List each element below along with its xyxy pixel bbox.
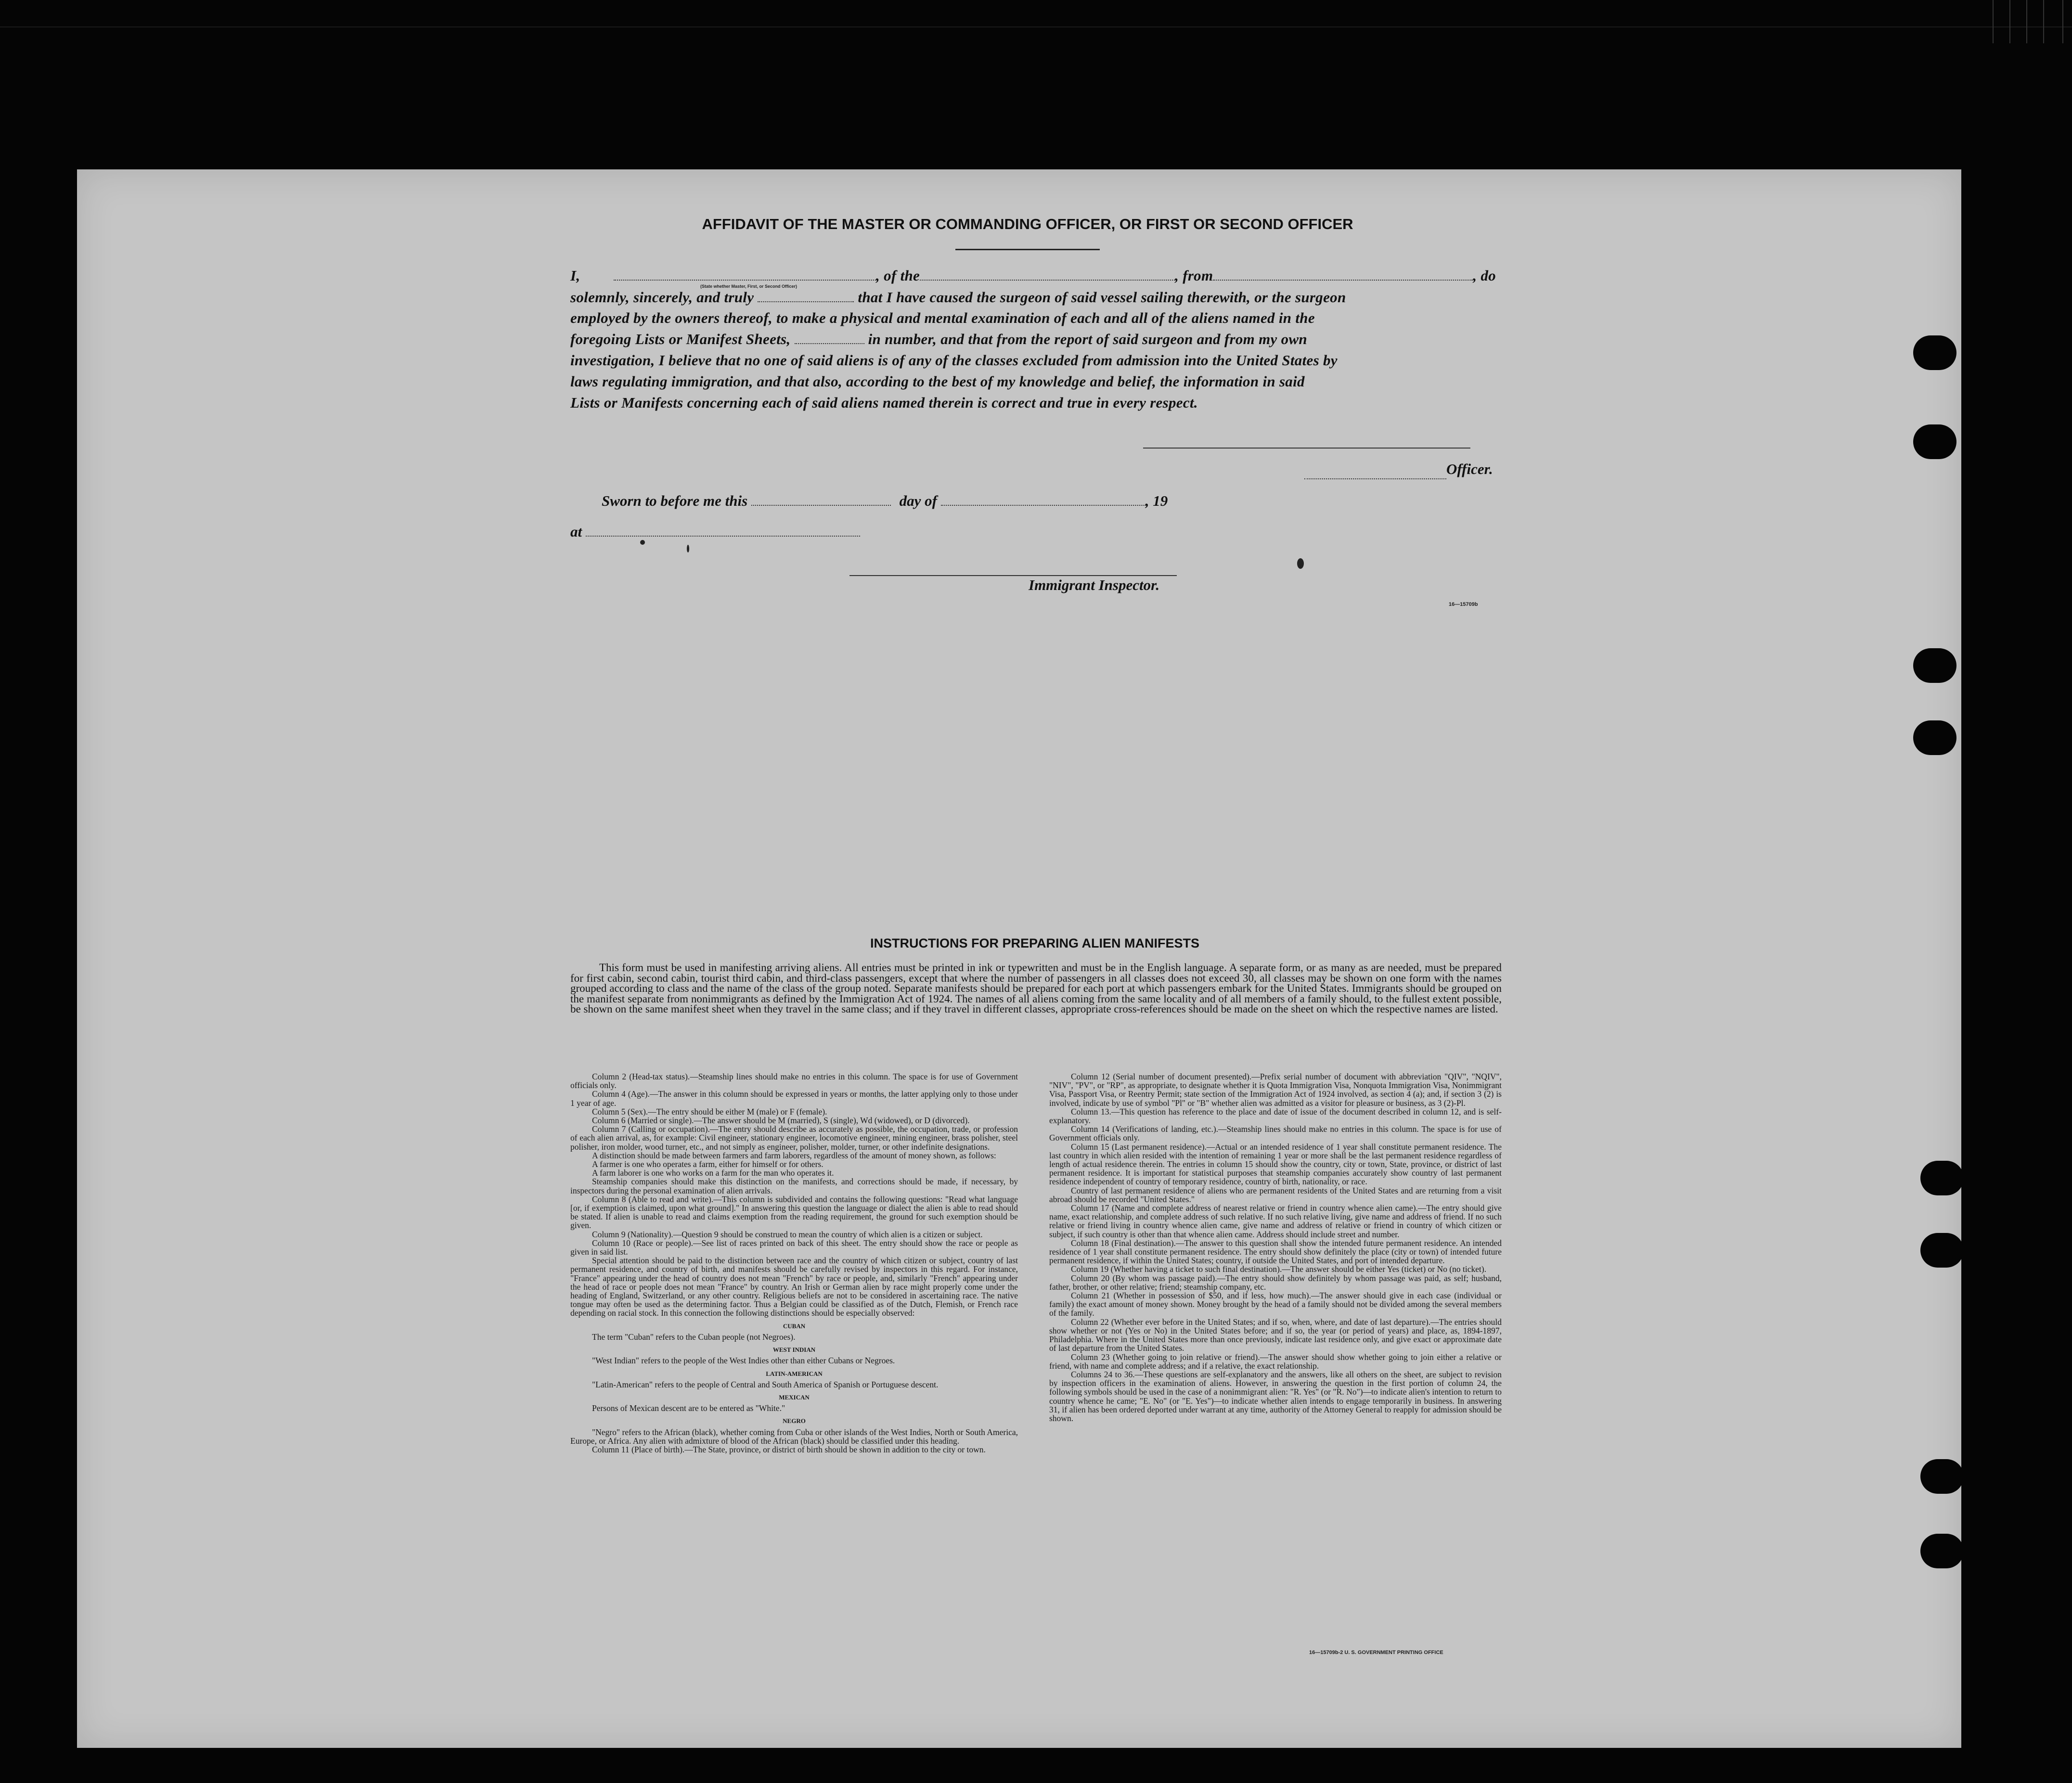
at-line [570, 523, 860, 540]
column-4-instruction: Column 4 (Age).—The answer in this column should be expressed in years or months, the latter applying only to those under 1 year of age. [570, 1089, 1018, 1108]
column-13-instruction: Column 13.—This question has reference to the place and date of issue of the document described in column 12, and is self-explanatory. [1049, 1106, 1502, 1126]
oath-blank [758, 291, 854, 302]
negro-definition: "Negro" refers to the African (black), whether coming from Cuba or other islands of the West Indies, North or South America, Europe, or Africa. Any alien with admixture of blood of the African (black) should be classified under this heading. [570, 1427, 1018, 1446]
affidavit-line-2 [570, 289, 1499, 306]
vessel-name-blank [920, 269, 1175, 281]
binder-hole [1913, 648, 1956, 683]
scan-edge-line [2062, 0, 2063, 43]
binder-hole [1920, 1534, 1964, 1568]
column-21-instruction: Column 21 (Whether in possession of $50, and if less, how much).—The answer should give in each case (individual or family) the exact amount of money shown. Money brought by the head of a family should not be divided among the several members of the family. [1049, 1291, 1502, 1318]
steamship-distinction: Steamship companies should make this distinction on the manifests, and corrections should be made, if necessary, by inspectors during the personal examination of alien arrivals. [570, 1177, 1018, 1195]
mexican-heading: MEXICAN [779, 1393, 810, 1401]
scan-edge-line [2026, 0, 2027, 43]
west-indian-definition: "West Indian" refers to the people of the West Indies other than either Cubans or Negroes. [592, 1356, 895, 1366]
officer-label: Officer. [1446, 461, 1493, 477]
column-12-instruction: Column 12 (Serial number of document presented).—Prefix serial number of document with abbreviation "QIV", "NQIV", "NIV", "PV", or "RP", as appropriate, to designate whether it is Quota Immigration Visa, Nonquota Immigration Visa, Nonimmigrant Visa, Passport Visa, or Reentry Permit; state section of the Immigration Act of 1924 involved, as section 4 (a); and, if section 3 (2) is involved, indicate by use of symbol "Pl" or "B" whether alien was admitted as a visitor for pleasure or business, as 3 (2)-Pl. [1049, 1072, 1502, 1108]
column-19-instruction: Column 19 (Whether having a ticket to such final destination).—The answer should be either Yes (ticket) or No (no ticket). [1071, 1264, 1487, 1274]
mexican-definition: Persons of Mexican descent are to be entered as "White." [592, 1403, 785, 1413]
scan-edge-line [2009, 0, 2010, 43]
negro-heading: NEGRO [783, 1417, 806, 1425]
farmer-definition: A farmer is one who operates a farm, either for himself or for others. [592, 1159, 824, 1169]
column-14-instruction: Column 14 (Verifications of landing, etc.).—Steamship lines should make no entries in this column. The space is for use of Government officials only. [1049, 1124, 1502, 1143]
column-18-instruction: Column 18 (Final destination).—The answer to this question shall show the intended future permanent residence. An intended residence of 1 year shall constitute permanent residence. The entry should show definitely the place (city or town) of intended future permanent residence, if within the United States; country, if outside the United States, and port of intended departure. [1049, 1238, 1502, 1266]
printing-office-code: 16—15709b-2 U. S. GOVERNMENT PRINTING OFFICE [1309, 1650, 1443, 1655]
columns-24-36-instruction: Columns 24 to 36.—These questions are self-explanatory and the answers, like all others on the sheet, are subject to revision by inspection officers in the examination of aliens. However, in answering the question in the first portion of column 24, the following symbols should be used in the case of a nonimmigrant alien: "R. Yes" (or "R. No")—to indicate alien's intention to return to country whence he came; "E. No" (or "E. Yes")—to indicate whether alien intends to engage temporarily in business. In answering 31, if alien has been ordered deported under warrant at any time, authority of the Attorney General to reapply for admission should be shown. [1049, 1369, 1502, 1423]
affidavit-text: , of the [876, 267, 920, 284]
ink-speck [1297, 558, 1304, 569]
latin-american-definition: "Latin-American" refers to the people of Central and South America of Spanish or Portuguese descent. [592, 1379, 939, 1389]
affidavit-text: , 19 [1145, 492, 1168, 509]
instructions-left-column [570, 1072, 1018, 1650]
cuban-definition: The term "Cuban" refers to the Cuban people (not Negroes). [592, 1332, 796, 1342]
binder-hole [1913, 335, 1956, 370]
column-9-instruction: Column 9 (Nationality).—Question 9 should be construed to mean the country of which alien is a citizen or subject. [592, 1229, 983, 1239]
port-blank [1213, 269, 1473, 281]
affidavit-title: AFFIDAVIT OF THE MASTER OR COMMANDING OFFICER, OR FIRST OR SECOND OFFICER [702, 216, 1353, 232]
affidavit-line-7: Lists or Manifests concerning each of said aliens named therein is correct and true in every respect. [570, 394, 1198, 411]
race-distinction: Special attention should be paid to the distinction between race and the country of which citizen or subject, country of last permanent residence, and country of birth, and manifests should be carefully revised by inspectors in this regard. For instance, "France" appearing under the head of country does not mean "French" by race or people, and, similarly "French" appearing under the head of race or people does not mean "France" by country. An Irish or German alien by race might properly come under the heading of England, Switzerland, or any other country. Religious beliefs are not to be considered in ascertaining race. The native tongue may often be used as the determining factor. Thus a Belgian could be classified as of the Dutch, Flemish, or French race depending on racial stock. In this connection the following distinctions should be especially observed: [570, 1256, 1018, 1318]
officer-rank-blank [614, 269, 876, 281]
binder-hole [1920, 1161, 1964, 1195]
instructions-right-column [1049, 1072, 1502, 1650]
binder-hole [1920, 1233, 1964, 1268]
place-blank [586, 525, 860, 537]
affidavit-text: foregoing Lists or Manifest Sheets, [570, 331, 791, 347]
instructions-title: INSTRUCTIONS FOR PREPARING ALIEN MANIFESTS [870, 936, 1200, 950]
intro-paragraph: This form must be used in manifesting arriving aliens. All entries must be printed in ink or typewritten and must be in the English language. A separate form, or as many as are needed, must be prepared for first cabin, second cabin, tourist third cabin, and third-class passengers, except that where the number of passengers in all classes does not exceed 30, all classes may be shown on one form with the names grouped according to class and the name of the class of the group noted. Separate manifests should be prepared for each port at which passengers embark for the United States. Immigrants should be grouped on the manifest separate from nonimmigrants as defined by the Immigration Act of 1924. The names of all aliens coming from the same locality and of all members of a family should, to the fullest extent possible, be shown on the same manifest sheet when they travel in the same class; and if they travel in different classes, appropriate cross-references should be made on the sheet on which the respective names are listed. [570, 962, 1502, 1015]
scan-edge-line [1993, 0, 1994, 43]
binder-hole [1913, 424, 1956, 459]
affidavit-line-6: laws regulating immigration, and that also, according to the best of my knowledge and belief, the information in said [570, 373, 1305, 390]
affidavit-line-4 [570, 331, 1499, 348]
ink-speck [687, 545, 689, 552]
affidavit-text: solemnly, sincerely, and truly [570, 289, 754, 306]
cuban-heading: CUBAN [783, 1322, 806, 1330]
latin-american-heading: LATIN-AMERICAN [766, 1370, 823, 1377]
column-11-instruction: Column 11 (Place of birth).—The State, province, or district of birth should be shown in addition to the city or town. [592, 1444, 986, 1454]
inspector-signature-line [849, 575, 1177, 576]
form-code: 16—15709b [1449, 602, 1478, 607]
scan-edge-line [2043, 0, 2044, 43]
title-rule [955, 249, 1100, 250]
west-indian-heading: WEST INDIAN [772, 1346, 816, 1354]
affidavit-text: I, [570, 267, 580, 284]
affidavit-text: Sworn to before me this [602, 492, 748, 509]
affidavit-line-3: employed by the owners thereof, to make a physical and mental examination of each and all of the aliens named in the [570, 309, 1315, 326]
farm-laborer-definition: A farm laborer is one who works on a farm for the man who operates it. [592, 1168, 834, 1178]
sworn-day-blank [751, 494, 891, 506]
column-8-instruction: Column 8 (Able to read and write).—This column is subdivided and contains the following questions: "Read what language [or, if exemption is claimed, upon what ground]." In answering this question the language or dialect the alien is able to read should be stated. If alien is unable to read and claims exemption from the reading requirement, the ground for such exemption should be given. [570, 1194, 1018, 1231]
sworn-month-blank [941, 494, 1145, 506]
column-20-instruction: Column 20 (By whom was passage paid).—The entry should show definitely by whom passage was paid, as self; husband, father, brother, or other relative; friend; steamship company, etc. [1049, 1273, 1502, 1292]
affidavit-text: in number, and that from the report of said surgeon and from my own [868, 331, 1307, 347]
column-15-instruction: Column 15 (Last permanent residence).—Actual or an intended residence of 1 year shall constitute permanent residence. The last country in which alien resided with the intention of remaining 1 year or more shall be the last permanent residence regardless of length of actual residence therein. The entries in column 15 should show the country, city or town, State, province, or district of last permanent residence. It is important for statistical purposes that steamship companies accurately show country of last permanent residence independent of country of temporary residence, country of birth, nationality, or race. [1049, 1142, 1502, 1187]
ink-speck [640, 540, 645, 545]
officer-rank-signature-blank [1304, 468, 1446, 479]
affidavit-text: that I have caused the surgeon of said vessel sailing therewith, or the surgeon [858, 289, 1346, 306]
column-22-instruction: Column 22 (Whether ever before in the United States; and if so, when, where, and date of last departure).—The entries should show whether or not (Yes or No) in the United States before; and if so, the year (or period of years) and place, as, 1894-1897, Philadelphia. Where in the United States more than once previously, indicate last residence only, and give exact or approximate date of last departure from the United States. [1049, 1317, 1502, 1353]
affidavit-text: day of [899, 492, 937, 509]
state-rank-note: (State whether Master, First, or Second Officer) [700, 284, 798, 289]
residence-note: Country of last permanent residence of aliens who are permanent residents of the United States and are returning from a visit abroad should be recorded "United States." [1049, 1185, 1502, 1204]
affidavit-line-5: investigation, I believe that no one of said aliens is of any of the classes excluded from admission into the United States by [570, 352, 1338, 369]
column-23-instruction: Column 23 (Whether going to join relative or friend).—The answer should show whether going to join either a relative or friend, with name and complete address; and if a relative, the exact relationship. [1049, 1352, 1502, 1371]
affidavit-text: , from [1175, 267, 1213, 284]
affidavit-text: , do [1473, 267, 1496, 284]
column-6-instruction: Column 6 (Married or single).—The answer should be M (married), S (single), Wd (widowed), or D (divorced). [592, 1116, 970, 1126]
binder-hole [1920, 1459, 1964, 1494]
sworn-line [602, 492, 1168, 510]
affidavit-line-1 [570, 267, 1499, 284]
column-2-instruction: Column 2 (Head-tax status).—Steamship lines should make no entries in this column. The space is for use of Government officials only. [570, 1072, 1018, 1090]
column-10-instruction: Column 10 (Race or people).—See list of races printed on back of this sheet. The entry should show the race or people as given in said list. [570, 1238, 1018, 1257]
affidavit-text: at [570, 523, 582, 540]
binder-hole [1913, 720, 1956, 755]
instructions-intro [570, 962, 1502, 1061]
inspector-label: Immigrant Inspector. [1029, 577, 1160, 593]
column-17-instruction: Column 17 (Name and complete address of nearest relative or friend in country whence alien came).—The entry should give name, exact relationship, and complete address of such relative. If no such relative living, give name and address of friend. If no such relative or friend living in country whence alien came, give name and address of relative or friend in country of which citizen or subject, if such country is other than that whence alien came. Address should include street and number. [1049, 1203, 1502, 1239]
column-5-instruction: Column 5 (Sex).—The entry should be either M (male) or F (female). [592, 1106, 827, 1116]
column-7-instruction: Column 7 (Calling or occupation).—The entry should describe as accurately as possible, the occupation, trade, or profession of each alien arrival, as, for example: Civil engineer, stationary engineer, locomotive engineer, mining engineer, brass polisher, steel polisher, iron molder, wood turner, etc., and not simply as engineer, polisher, molder, turner, or other indefinite designations. [570, 1124, 1018, 1152]
scan-edge-line [0, 26, 2072, 27]
sheets-count-blank [795, 333, 864, 344]
farmer-distinction: A distinction should be made between farmers and farm laborers, regardless of the amount of money shown, as follows: [592, 1150, 996, 1160]
officer-signature-line [1143, 448, 1470, 449]
